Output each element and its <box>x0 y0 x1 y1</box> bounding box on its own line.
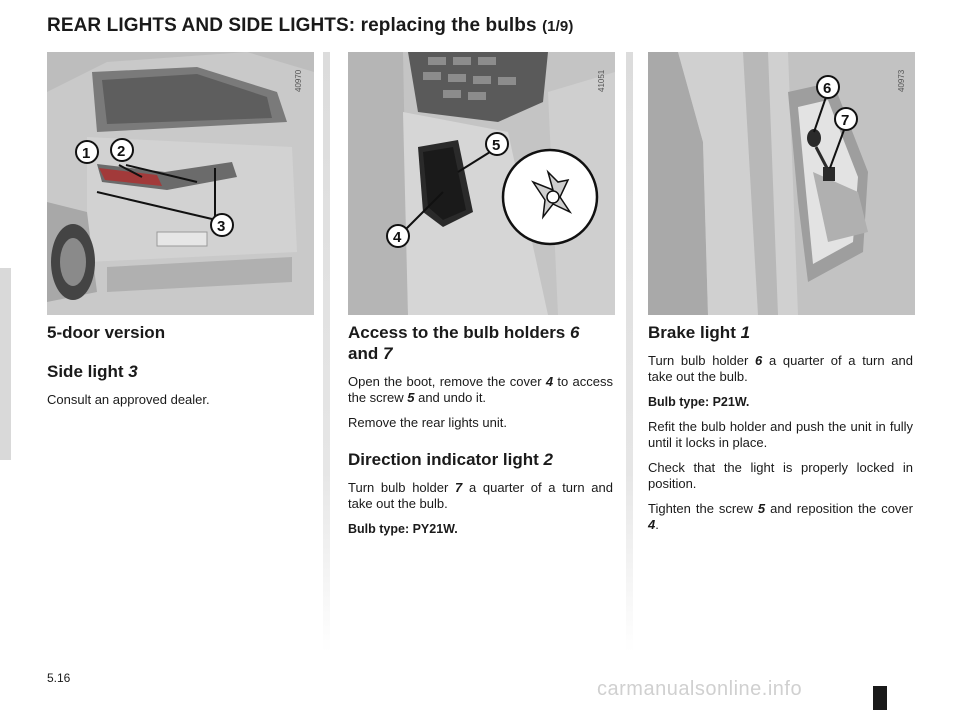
paragraph: Turn bulb holder 7 a quarter of a turn and take out the bulb. <box>348 480 613 511</box>
heading-brake-light: Brake light 1 <box>648 323 751 342</box>
column-divider <box>323 52 330 652</box>
paragraph: Remove the rear lights unit. <box>348 415 507 430</box>
paragraph: Refit the bulb holder and push the unit in fully until it locks in place. <box>648 419 913 450</box>
boot-cover-illustration <box>348 52 615 315</box>
page-number: 5.16 <box>47 671 71 685</box>
column-2 <box>348 322 613 546</box>
callout-7: 7 <box>841 112 850 129</box>
callout-2: 2 <box>117 143 126 160</box>
callout-3: 3 <box>217 218 226 235</box>
figure-ref: 41051 <box>597 69 606 92</box>
callout-5: 5 <box>492 137 501 154</box>
callout-4: 4 <box>393 229 402 246</box>
heading-direction-indicator: Direction indicator light 2 <box>348 450 553 469</box>
page-title-suffix: (1/9) <box>542 18 574 35</box>
heading-5-door-version: 5-door version <box>47 323 166 342</box>
figure-ref: 40973 <box>897 69 906 92</box>
heading-access-bulb-holders: Access to the bulb holders 6 and 7 <box>348 323 580 363</box>
bulb-type: Bulb type: P21W. <box>648 395 750 409</box>
chapter-tab <box>0 268 11 460</box>
page-title <box>47 15 573 37</box>
figure-ref: 40970 <box>294 69 303 92</box>
rear-car-illustration <box>47 52 314 315</box>
callout-1: 1 <box>82 145 91 162</box>
paragraph: Open the boot, remove the cover 4 to access the screw 5 and undo it. <box>348 374 613 405</box>
paragraph: Turn bulb holder 6 a quarter of a turn and take out the bulb. <box>648 353 913 384</box>
page-edge-marker <box>873 686 887 710</box>
column-1 <box>47 322 312 417</box>
callout-6: 6 <box>823 80 832 97</box>
bulb-type: Bulb type: PY21W. <box>348 522 458 536</box>
watermark: carmanualsonline.info <box>597 678 803 700</box>
column-divider <box>626 52 633 652</box>
paragraph: Check that the light is properly locked in position. <box>648 460 913 491</box>
heading-side-light: Side light 3 <box>47 362 138 381</box>
paragraph: Consult an approved dealer. <box>47 392 210 407</box>
page-title-text: REAR LIGHTS AND SIDE LIGHTS: replacing the bulbs <box>47 15 537 36</box>
tailgate-bulb-holder-illustration <box>648 52 915 315</box>
column-3 <box>648 322 913 542</box>
paragraph: Tighten the screw 5 and reposition the cover 4. <box>648 501 913 532</box>
